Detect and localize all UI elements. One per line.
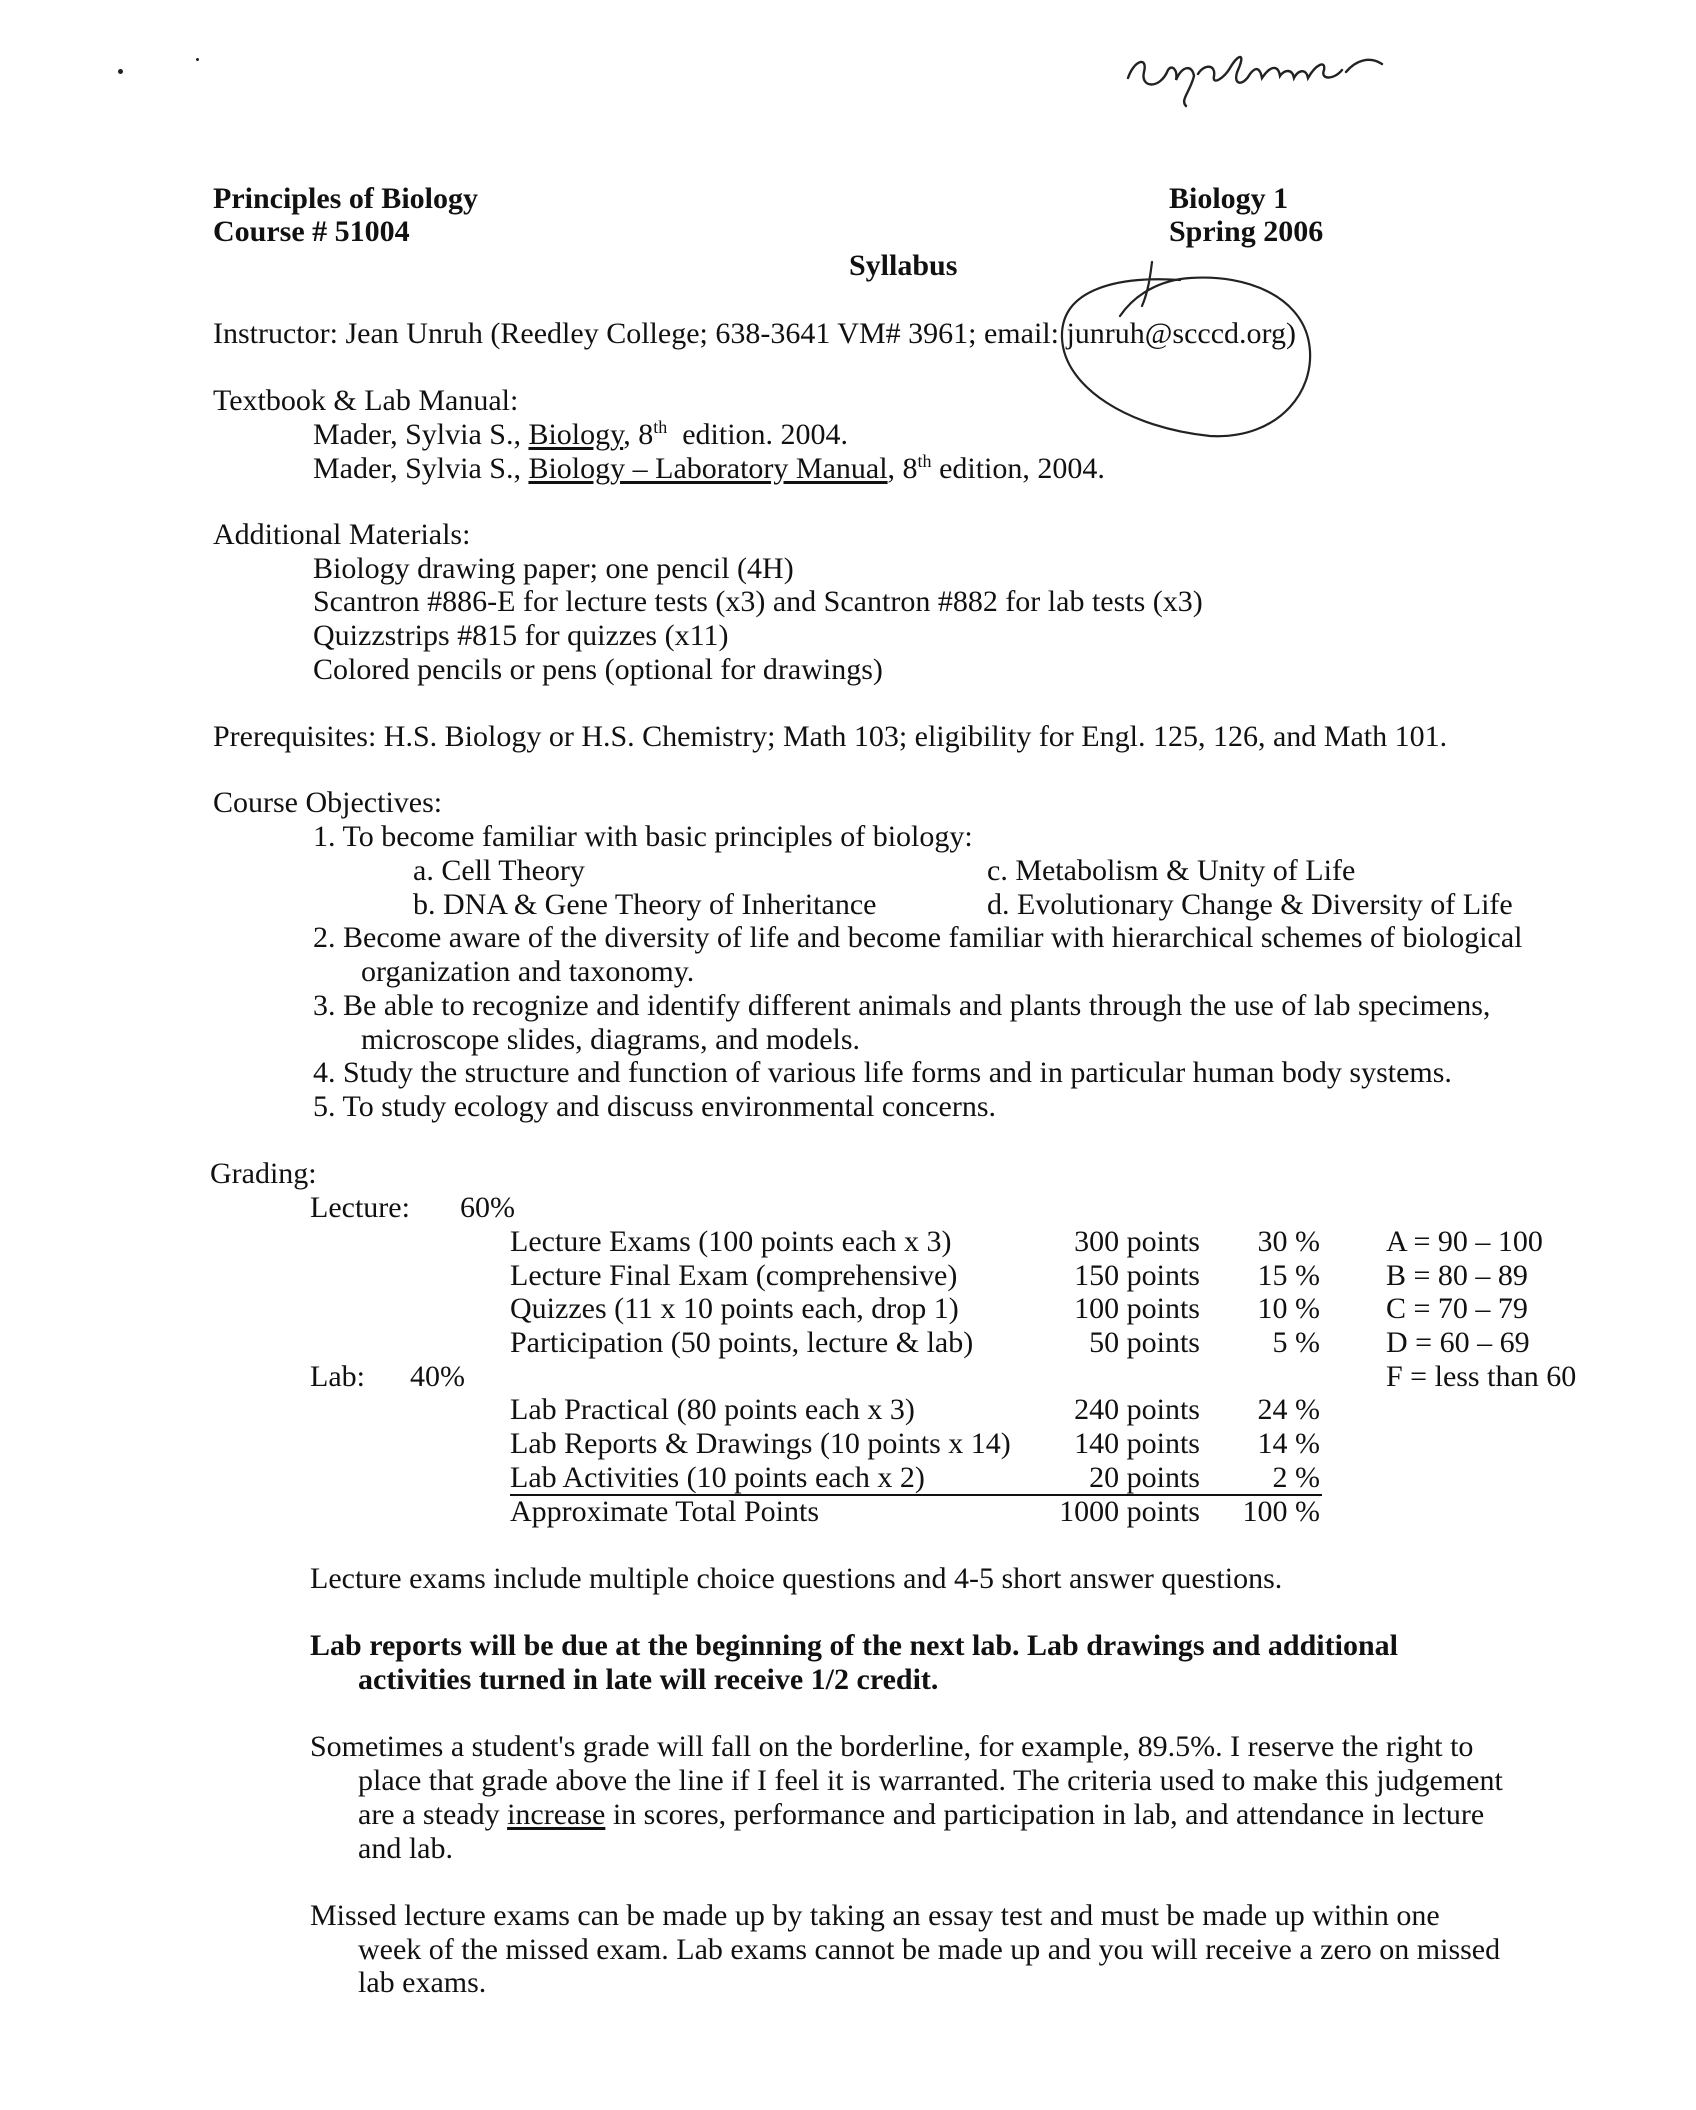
- grade-item: Lab Reports & Drawings (10 points x 14): [510, 1427, 1011, 1460]
- grade-item: Lecture Final Exam (comprehensive): [510, 1259, 958, 1292]
- grade-scale-entry: B = 80 – 89: [1386, 1259, 1528, 1292]
- materials-item: Scantron #886-E for lecture tests (x3) and Scantron #882 for lab tests (x3): [313, 585, 1203, 618]
- objective-item-continued: microscope slides, diagrams, and models.: [361, 1023, 861, 1056]
- borderline-note-continued: [358, 1798, 1484, 1832]
- edition-text: edition. 2004.: [682, 418, 849, 451]
- edition-number: 8: [638, 418, 654, 451]
- handdrawn-circle-annotation: [1040, 258, 1330, 458]
- lab-percent: 40%: [410, 1360, 465, 1393]
- total-item: Approximate Total Points: [510, 1495, 819, 1528]
- lab-reports-note-continued: activities turned in late will receive 1/2 credit.: [358, 1663, 939, 1696]
- grade-percent: 15 %: [1257, 1259, 1320, 1292]
- prerequisites: Prerequisites: H.S. Biology or H.S. Chemistry; Math 103; eligibility for Engl. 125, 126, and Math 101.: [213, 720, 1448, 753]
- textbook-item: Mader, Sylvia S., Biology, 8th edition. 2004.: [313, 417, 849, 451]
- grade-points: 100 points: [1074, 1292, 1200, 1325]
- grade-points: 150 points: [1074, 1259, 1200, 1292]
- materials-item: Quizzstrips #815 for quizzes (x11): [313, 619, 729, 652]
- emphasized-word: increase: [507, 1798, 606, 1831]
- lecture-label: Lecture:: [310, 1191, 410, 1224]
- term: Spring 2006: [1169, 215, 1324, 248]
- instructor-details: Jean Unruh (Reedley College; 638-3641 VM# 3961; email: junruh@scccd.org): [345, 317, 1296, 350]
- book-author: Mader, Sylvia S.,: [313, 418, 521, 451]
- grade-points: 240 points: [1074, 1393, 1200, 1426]
- grade-scale-entry: D = 60 – 69: [1386, 1326, 1530, 1359]
- objective-subitem: a. Cell Theory: [413, 854, 585, 887]
- grade-points: 50 points: [1089, 1326, 1200, 1359]
- book-title: Biology – Laboratory Manual: [528, 452, 888, 485]
- edition-suffix: th: [917, 451, 932, 471]
- objective-item: 2. Become aware of the diversity of life and become familiar with hierarchical schemes of biological: [313, 921, 1523, 954]
- grade-scale-entry: C = 70 – 79: [1386, 1292, 1528, 1325]
- borderline-text: are a steady: [358, 1798, 500, 1831]
- objective-item: 3. Be able to recognize and identify different animals and plants through the use of lab specimens,: [313, 989, 1491, 1022]
- page-title: Syllabus: [849, 249, 958, 282]
- instructor-label: Instructor:: [213, 317, 338, 350]
- materials-heading: Additional Materials:: [213, 518, 471, 551]
- course-code: Biology 1: [1169, 182, 1289, 215]
- grade-points: 140 points: [1074, 1427, 1200, 1460]
- total-points: 1000 points: [1059, 1495, 1200, 1528]
- grade-percent: 5 %: [1272, 1326, 1320, 1359]
- grade-item: Quizzes (11 x 10 points each, drop 1): [510, 1292, 959, 1325]
- objective-item: 1. To become familiar with basic principles of biology:: [313, 820, 973, 853]
- edition-suffix: th: [653, 417, 668, 437]
- borderline-note-continued: place that grade above the line if I feel it is warranted. The criteria used to make this judgement: [358, 1764, 1503, 1797]
- grade-percent: 14 %: [1257, 1427, 1320, 1460]
- objective-subitem: b. DNA & Gene Theory of Inheritance: [413, 888, 877, 921]
- grade-item: Participation (50 points, lecture & lab): [510, 1326, 974, 1359]
- grade-scale-entry: F = less than 60: [1386, 1360, 1577, 1393]
- missed-exams-note-continued: week of the missed exam. Lab exams cannot be made up and you will receive a zero on missed: [358, 1933, 1501, 1966]
- edition-text: edition, 2004.: [939, 452, 1105, 485]
- grade-percent: 2 %: [1272, 1461, 1320, 1494]
- grade-percent: 24 %: [1257, 1393, 1320, 1426]
- grade-percent: 10 %: [1257, 1292, 1320, 1325]
- lab-reports-note: Lab reports will be due at the beginning of the next lab. Lab drawings and additional: [310, 1629, 1398, 1662]
- borderline-note-continued: and lab.: [358, 1832, 453, 1865]
- objective-item: 5. To study ecology and discuss environmental concerns.: [313, 1090, 997, 1123]
- textbook-heading: Textbook & Lab Manual:: [213, 384, 519, 417]
- objectives-heading: Course Objectives:: [213, 786, 443, 819]
- lab-label: Lab:: [310, 1360, 365, 1393]
- objective-item-continued: organization and taxonomy.: [361, 955, 695, 988]
- missed-exams-note: Missed lecture exams can be made up by taking an essay test and must be made up within one: [310, 1899, 1440, 1932]
- objective-subitem: c. Metabolism & Unity of Life: [987, 854, 1356, 887]
- edition-number: 8: [902, 452, 918, 485]
- grade-item: Lab Activities (10 points each x 2): [510, 1461, 925, 1494]
- course-name: Principles of Biology: [213, 182, 478, 215]
- grade-item: Lecture Exams (100 points each x 3): [510, 1225, 952, 1258]
- exams-note: Lecture exams include multiple choice questions and 4-5 short answer questions.: [310, 1562, 1283, 1595]
- objective-subitem: d. Evolutionary Change & Diversity of Life: [987, 888, 1513, 921]
- scan-speck: [196, 58, 199, 61]
- materials-item: Biology drawing paper; one pencil (4H): [313, 552, 794, 585]
- book-author: Mader, Sylvia S.,: [313, 452, 521, 485]
- grade-item: Lab Practical (80 points each x 3): [510, 1393, 915, 1426]
- grade-points: 20 points: [1089, 1461, 1200, 1494]
- scan-speck: [118, 69, 123, 74]
- book-title: Biology: [528, 418, 624, 451]
- course-number: Course # 51004: [213, 215, 410, 248]
- handwritten-annotation: [1120, 30, 1400, 110]
- borderline-text: in scores, performance and participation in lab, and attendance in lecture: [612, 1798, 1485, 1831]
- grade-points: 300 points: [1074, 1225, 1200, 1258]
- borderline-note: Sometimes a student's grade will fall on the borderline, for example, 89.5%. I reserve the right to: [310, 1730, 1474, 1763]
- textbook-item: Mader, Sylvia S., Biology – Laboratory Manual, 8th edition, 2004.: [313, 451, 1105, 485]
- objective-item: 4. Study the structure and function of various life forms and in particular human body systems.: [313, 1056, 1452, 1089]
- total-percent: 100 %: [1242, 1495, 1320, 1528]
- grade-percent: 30 %: [1257, 1225, 1320, 1258]
- grading-heading: Grading:: [210, 1157, 317, 1190]
- materials-item: Colored pencils or pens (optional for drawings): [313, 653, 883, 686]
- lecture-percent: 60%: [460, 1191, 515, 1224]
- grade-scale-entry: A = 90 – 100: [1386, 1225, 1543, 1258]
- missed-exams-note-continued: lab exams.: [358, 1966, 487, 1999]
